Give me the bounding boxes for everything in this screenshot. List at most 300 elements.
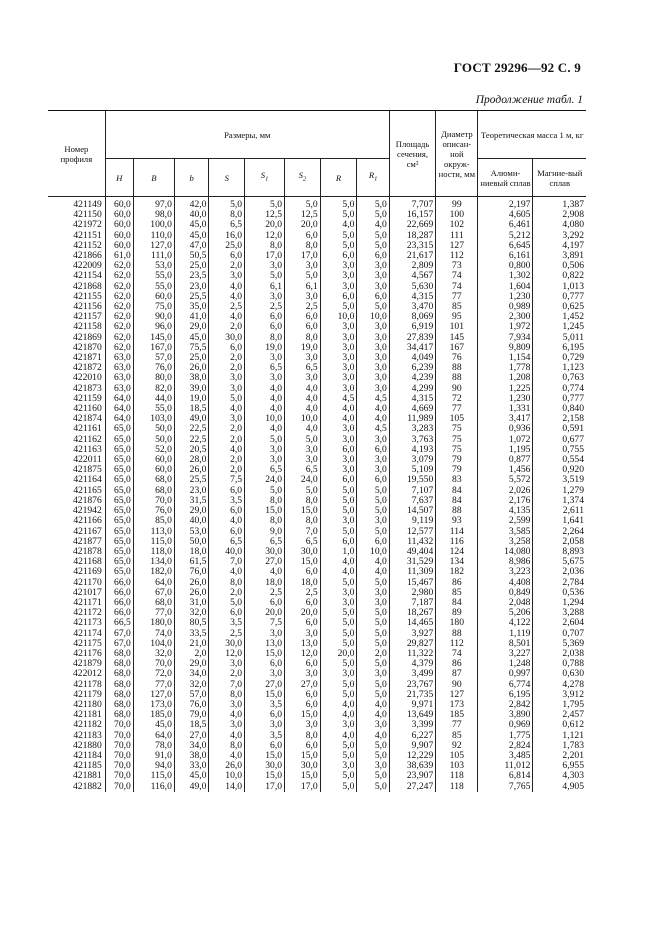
cell-area: 23,767 (389, 680, 435, 690)
cell-b-lower: 25,5 (174, 292, 209, 302)
cell-diameter: 105 (436, 414, 478, 424)
cell-s2: 5,0 (285, 197, 321, 211)
cell-profile-number: 421165 (73, 484, 102, 496)
cell-area: 4,315 (389, 292, 435, 302)
cell-mass-aluminium: 1,302 (478, 271, 533, 281)
cell-r: 6,0 (320, 537, 357, 547)
cell-s2: 6,0 (285, 312, 321, 322)
cell-s: 3,0 (209, 659, 245, 669)
cell-b-lower: 75,5 (174, 343, 209, 353)
cell-b-upper: 50,0 (133, 435, 174, 445)
cell-diameter: 74 (436, 282, 478, 292)
cell-diameter: 84 (436, 486, 478, 496)
cell-s: 5,0 (209, 598, 245, 608)
cell-area: 4,379 (389, 659, 435, 669)
cell-s: 4,0 (209, 404, 245, 414)
cell-r1: 4,0 (357, 567, 389, 577)
cell-mass-aluminium: 8,986 (478, 557, 533, 567)
cell-mass-aluminium: 1,119 (478, 629, 533, 639)
cell-h: 68,0 (105, 700, 133, 710)
cell-s: 5,0 (209, 394, 245, 404)
cell-diameter: 72 (436, 394, 478, 404)
cell-s: 8,0 (209, 578, 245, 588)
cell-s1: 6,5 (245, 363, 285, 373)
cell-b-lower: 18,0 (174, 547, 209, 557)
cell-mass-magnesium: 0,840 (533, 404, 586, 414)
cell-area: 3,763 (389, 435, 435, 445)
cell-area: 4,193 (389, 445, 435, 455)
cell-b-lower: 33,0 (174, 761, 209, 771)
cell-diameter: 134 (436, 557, 478, 567)
cell-mass-magnesium: 0,625 (533, 302, 586, 312)
cell-s2: 5,0 (285, 435, 321, 445)
cell-s2: 6,0 (285, 741, 321, 751)
cell-r: 3,0 (320, 598, 357, 608)
cell-s1: 17,0 (245, 782, 285, 792)
cell-diameter: 102 (436, 220, 478, 230)
cell-r1: 5,0 (357, 486, 389, 496)
cell-s: 4,0 (209, 731, 245, 741)
cell-s: 4,0 (209, 567, 245, 577)
cell-area: 11,322 (389, 649, 435, 659)
cell-mass-aluminium: 4,135 (478, 506, 533, 516)
cell-profile-number: 421869 (72, 331, 102, 343)
cell-diameter: 99 (436, 197, 478, 211)
cell-mass-aluminium: 0,997 (478, 669, 533, 679)
cell-area: 3,470 (389, 302, 435, 312)
cell-h: 65,0 (105, 445, 133, 455)
cell-s1: 8,0 (245, 496, 285, 506)
cell-s: 2,0 (209, 363, 245, 373)
cell-b-lower: 79,0 (174, 710, 209, 720)
cell-s2: 5,0 (285, 486, 321, 496)
cell-s1: 9,0 (245, 527, 285, 537)
cell-profile-number: 421878 (72, 545, 102, 557)
cell-r1: 3,0 (357, 588, 389, 598)
cell-h: 65,0 (105, 475, 133, 485)
cell-b-lower: 26,0 (174, 465, 209, 475)
cell-r: 3,0 (320, 282, 357, 292)
cell-mass-aluminium: 1,230 (478, 394, 533, 404)
cell-s2: 20,0 (285, 220, 321, 230)
cell-r: 3,0 (320, 261, 357, 271)
header-s2-index: 2 (302, 175, 307, 183)
cell-diameter: 180 (436, 618, 478, 628)
cell-b-upper: 104,0 (133, 639, 174, 649)
cell-s: 2,0 (209, 322, 245, 332)
cell-s1: 13,0 (245, 639, 285, 649)
cell-b-lower: 27,0 (174, 731, 209, 741)
cell-mass-aluminium: 5,212 (478, 231, 533, 241)
cell-r: 4,0 (320, 710, 357, 720)
cell-b-upper: 45,0 (133, 720, 174, 730)
cell-b-lower: 39,0 (174, 384, 209, 394)
cell-s: 25,0 (209, 241, 245, 251)
cell-mass-aluminium: 6,774 (478, 680, 533, 690)
cell-b-lower: 28,0 (174, 455, 209, 465)
cell-area: 19,550 (389, 475, 435, 485)
cell-mass-magnesium: 4,278 (533, 680, 586, 690)
header-s1 (245, 159, 285, 197)
cell-s1: 15,0 (245, 506, 285, 516)
cell-mass-magnesium: 5,011 (533, 333, 586, 343)
cell-b-lower: 41,0 (174, 312, 209, 322)
cell-s1: 6,5 (245, 537, 285, 547)
cell-r1: 3,0 (357, 516, 389, 526)
cell-s1: 8,0 (245, 516, 285, 526)
cell-s1: 3,5 (245, 731, 285, 741)
cell-profile-number: 421168 (73, 556, 102, 568)
table-row (48, 567, 586, 577)
cell-profile-number: 421170 (73, 576, 102, 588)
cell-area: 34,417 (389, 343, 435, 353)
cell-mass-aluminium: 0,989 (478, 302, 533, 312)
cell-s2: 3,0 (285, 292, 321, 302)
cell-area: 9,907 (389, 741, 435, 751)
cell-b-lower: 26,0 (174, 588, 209, 598)
cell-s: 2,0 (209, 669, 245, 679)
cell-r1: 3,0 (357, 353, 389, 363)
header-s2 (285, 159, 321, 197)
header-s1-index: 1 (265, 175, 269, 183)
cell-s1: 3,0 (245, 353, 285, 363)
cell-mass-aluminium: 1,230 (478, 292, 533, 302)
cell-b-upper: 70,0 (133, 496, 174, 506)
cell-r: 5,0 (320, 680, 357, 690)
cell-mass-aluminium: 6,814 (478, 771, 533, 781)
cell-profile-number: 421164 (73, 474, 102, 486)
cell-b-upper: 67,0 (133, 588, 174, 598)
cell-b-lower: 25,5 (174, 475, 209, 485)
cell-mass-aluminium: 14,080 (478, 547, 533, 557)
cell-mass-aluminium: 4,408 (478, 578, 533, 588)
cell-r: 6,0 (320, 251, 357, 261)
cell-b-upper: 55,0 (133, 271, 174, 281)
cell-s: 4,0 (209, 282, 245, 292)
cell-mass-magnesium: 0,506 (533, 261, 586, 271)
cell-h: 67,0 (105, 639, 133, 649)
cell-s1: 5,0 (245, 271, 285, 281)
cell-s1: 7,5 (245, 618, 285, 628)
cell-mass-aluminium: 1,604 (478, 282, 533, 292)
cell-mass-magnesium: 1,123 (533, 363, 586, 373)
cell-r1: 5,0 (357, 751, 389, 761)
cell-profile-number: 421182 (73, 719, 102, 731)
cell-profile-number: 421183 (73, 729, 102, 741)
cell-profile-number: 421866 (72, 250, 102, 262)
cell-diameter: 88 (436, 373, 478, 383)
cell-b-upper: 100,0 (133, 220, 174, 230)
cell-h: 65,0 (105, 486, 133, 496)
cell-r: 20,0 (320, 649, 357, 659)
cell-mass-aluminium: 1,778 (478, 363, 533, 373)
cell-diameter: 86 (436, 659, 478, 669)
cell-diameter: 182 (436, 567, 478, 577)
header-magnesium: Магние-вый сплав (533, 159, 586, 197)
cell-s2: 15,0 (285, 710, 321, 720)
cell-b-lower: 26,0 (174, 363, 209, 373)
cell-s2: 5,0 (285, 271, 321, 281)
header-b-upper: B (133, 159, 174, 197)
cell-b-lower: 25,0 (174, 353, 209, 363)
cell-b-lower: 49,0 (174, 782, 209, 792)
cell-s1: 3,0 (245, 445, 285, 455)
cell-b-upper: 115,0 (133, 771, 174, 781)
cell-diameter: 90 (436, 384, 478, 394)
cell-s2: 8,0 (285, 333, 321, 343)
cell-s: 3,0 (209, 414, 245, 424)
cell-r1: 5,0 (357, 496, 389, 506)
cell-s1: 3,0 (245, 669, 285, 679)
cell-mass-aluminium: 6,161 (478, 251, 533, 261)
cell-mass-aluminium: 7,765 (478, 782, 533, 792)
cell-b-lower: 34,0 (174, 669, 209, 679)
cell-r1: 5,0 (357, 741, 389, 751)
cell-r: 4,0 (320, 404, 357, 414)
cell-s2: 3,0 (285, 629, 321, 639)
cell-r: 5,0 (320, 741, 357, 751)
cell-h: 66,0 (105, 608, 133, 618)
cell-profile-number: 421150 (73, 209, 102, 221)
cell-h: 60,0 (105, 210, 133, 220)
cell-area: 16,157 (389, 210, 435, 220)
cell-area: 31,529 (389, 557, 435, 567)
cell-r: 3,0 (320, 333, 357, 343)
cell-diameter: 100 (436, 210, 478, 220)
cell-mass-magnesium: 8,893 (533, 547, 586, 557)
cell-b-lower: 40,0 (174, 210, 209, 220)
cell-profile-number: 421155 (73, 290, 102, 302)
cell-h: 65,0 (105, 567, 133, 577)
cell-h: 62,0 (105, 261, 133, 271)
cell-h: 65,0 (105, 506, 133, 516)
cell-mass-aluminium: 6,645 (478, 241, 533, 251)
cell-r1: 5,0 (357, 608, 389, 618)
cell-r1: 5,0 (357, 639, 389, 649)
cell-h: 65,0 (105, 424, 133, 434)
cell-diameter: 145 (436, 333, 478, 343)
cell-b-lower: 35,0 (174, 302, 209, 312)
cell-area: 4,669 (389, 404, 435, 414)
cell-profile-number: 421169 (73, 566, 102, 578)
cell-s1: 12,5 (245, 210, 285, 220)
header-sizes: Размеры, мм (105, 111, 389, 159)
cell-mass-aluminium: 5,572 (478, 475, 533, 485)
cell-mass-aluminium: 3,417 (478, 414, 533, 424)
cell-profile-number: 421880 (72, 739, 102, 751)
cell-r: 10,0 (320, 312, 357, 322)
cell-profile-number: 421156 (73, 301, 102, 313)
cell-area: 7,637 (389, 496, 435, 506)
cell-b-lower: 34,0 (174, 741, 209, 751)
cell-diameter: 93 (436, 516, 478, 526)
cell-s: 10,0 (209, 771, 245, 781)
cell-h: 65,0 (105, 557, 133, 567)
cell-mass-magnesium: 1,387 (533, 197, 586, 211)
cell-s: 6,5 (209, 537, 245, 547)
cell-s2: 15,0 (285, 771, 321, 781)
cell-r: 5,0 (320, 578, 357, 588)
cell-mass-aluminium: 0,849 (478, 588, 533, 598)
cell-s1: 2,5 (245, 588, 285, 598)
cell-r1: 5,0 (357, 618, 389, 628)
cell-profile-number: 421942 (72, 505, 102, 517)
cell-profile-number: 421162 (73, 433, 102, 445)
cell-r1: 3,0 (357, 261, 389, 271)
cell-r: 4,0 (320, 220, 357, 230)
cell-b-lower: 40,0 (174, 516, 209, 526)
cell-b-upper: 32,0 (133, 649, 174, 659)
cell-s2: 15,0 (285, 751, 321, 761)
cell-area: 4,315 (389, 394, 435, 404)
cell-h: 70,0 (105, 761, 133, 771)
header-r1 (357, 159, 389, 197)
cell-r1: 5,0 (357, 302, 389, 312)
cell-s2: 3,0 (285, 669, 321, 679)
cell-profile-number: 421882 (72, 780, 102, 792)
cell-area: 4,049 (389, 353, 435, 363)
cell-s2: 3,0 (285, 720, 321, 730)
cell-mass-magnesium: 0,755 (533, 445, 586, 455)
cell-area: 21,735 (389, 690, 435, 700)
cell-diameter: 103 (436, 761, 478, 771)
cell-mass-aluminium: 3,223 (478, 567, 533, 577)
cell-diameter: 118 (436, 782, 478, 792)
cell-b-upper: 97,0 (133, 197, 174, 211)
cell-profile-number: 421158 (73, 321, 102, 333)
cell-mass-magnesium: 1,795 (533, 700, 586, 710)
cell-diameter: 77 (436, 404, 478, 414)
cell-s1: 17,0 (245, 251, 285, 261)
cell-r: 4,0 (320, 557, 357, 567)
cell-mass-aluminium: 1,972 (478, 322, 533, 332)
cell-mass-aluminium: 2,176 (478, 496, 533, 506)
table-row (48, 516, 586, 526)
cell-b-lower: 32,0 (174, 680, 209, 690)
cell-mass-aluminium: 0,800 (478, 261, 533, 271)
cell-s1: 3,0 (245, 292, 285, 302)
cell-r: 6,0 (320, 475, 357, 485)
cell-h: 63,0 (105, 353, 133, 363)
cell-diameter: 86 (436, 578, 478, 588)
cell-s1: 4,0 (245, 394, 285, 404)
cell-profile-number: 422010 (72, 372, 102, 384)
cell-r: 3,0 (320, 720, 357, 730)
cell-area: 6,239 (389, 363, 435, 373)
cell-h: 66,0 (105, 598, 133, 608)
cell-s1: 30,0 (245, 761, 285, 771)
cell-s: 6,0 (209, 506, 245, 516)
cell-mass-magnesium: 6,195 (533, 343, 586, 353)
cell-area: 49,404 (389, 547, 435, 557)
cell-mass-aluminium: 1,154 (478, 353, 533, 363)
cell-h: 62,0 (105, 292, 133, 302)
cell-s1: 15,0 (245, 649, 285, 659)
cell-s: 3,5 (209, 496, 245, 506)
cell-h: 60,0 (105, 231, 133, 241)
cell-mass-aluminium: 2,842 (478, 700, 533, 710)
cell-s1: 27,0 (245, 680, 285, 690)
cell-s1: 6,0 (245, 741, 285, 751)
cell-area: 4,299 (389, 384, 435, 394)
cell-s: 2,5 (209, 629, 245, 639)
cell-mass-aluminium: 2,599 (478, 516, 533, 526)
cell-s2: 19,0 (285, 343, 321, 353)
cell-s1: 5,0 (245, 486, 285, 496)
header-b-lower: b (174, 159, 209, 197)
cell-mass-aluminium: 2,824 (478, 741, 533, 751)
cell-diameter: 76 (436, 353, 478, 363)
cell-area: 11,309 (389, 567, 435, 577)
cell-area: 7,707 (389, 197, 435, 211)
header-s: S (209, 159, 245, 197)
cell-s1: 4,0 (245, 384, 285, 394)
cell-area: 12,229 (389, 751, 435, 761)
cell-mass-magnesium: 1,374 (533, 496, 586, 506)
cell-s2: 15,0 (285, 506, 321, 516)
cell-b-upper: 57,0 (133, 353, 174, 363)
cell-r1: 3,0 (357, 435, 389, 445)
cell-r: 3,0 (320, 322, 357, 332)
cell-mass-magnesium: 1,245 (533, 322, 586, 332)
cell-b-lower: 57,0 (174, 690, 209, 700)
cell-s1: 20,0 (245, 608, 285, 618)
cell-b-upper: 44,0 (133, 394, 174, 404)
cell-r1: 4,0 (357, 404, 389, 414)
cell-r1: 5,0 (357, 659, 389, 669)
cell-r: 1,0 (320, 547, 357, 557)
cell-s2: 8,0 (285, 496, 321, 506)
cell-h: 68,0 (105, 659, 133, 669)
cell-profile-number: 421172 (73, 607, 102, 619)
cell-s2: 6,5 (285, 537, 321, 547)
cell-r1: 6,0 (357, 251, 389, 261)
cell-b-lower: 33,5 (174, 629, 209, 639)
cell-area: 38,639 (389, 761, 435, 771)
cell-diameter: 92 (436, 741, 478, 751)
cell-r1: 4,0 (357, 414, 389, 424)
cell-r1: 3,0 (357, 720, 389, 730)
cell-s: 2,0 (209, 435, 245, 445)
cell-b-lower: 50,5 (174, 251, 209, 261)
cell-profile-number: 421178 (73, 678, 102, 690)
cell-s2: 8,0 (285, 241, 321, 251)
cell-diameter: 88 (436, 363, 478, 373)
cell-s2: 6,1 (285, 282, 321, 292)
cell-b-lower: 31,5 (174, 496, 209, 506)
cell-mass-aluminium: 8,501 (478, 639, 533, 649)
cell-r: 3,0 (320, 588, 357, 598)
cell-r: 3,0 (320, 424, 357, 434)
cell-area: 14,465 (389, 618, 435, 628)
cell-h: 64,0 (105, 404, 133, 414)
cell-area: 3,927 (389, 629, 435, 639)
cell-r: 5,0 (320, 690, 357, 700)
cell-profile-number: 422011 (73, 454, 102, 466)
cell-h: 66,0 (105, 578, 133, 588)
cell-mass-magnesium: 0,777 (533, 394, 586, 404)
cell-s: 3,5 (209, 618, 245, 628)
cell-h: 66,5 (105, 618, 133, 628)
cell-r1: 5,0 (357, 241, 389, 251)
cell-area: 7,187 (389, 598, 435, 608)
cell-h: 68,0 (105, 710, 133, 720)
cell-mass-magnesium: 2,058 (533, 537, 586, 547)
cell-r1: 3,0 (357, 598, 389, 608)
cell-s: 8,0 (209, 690, 245, 700)
cell-profile-number: 421876 (72, 494, 102, 506)
cell-r: 5,0 (320, 231, 357, 241)
